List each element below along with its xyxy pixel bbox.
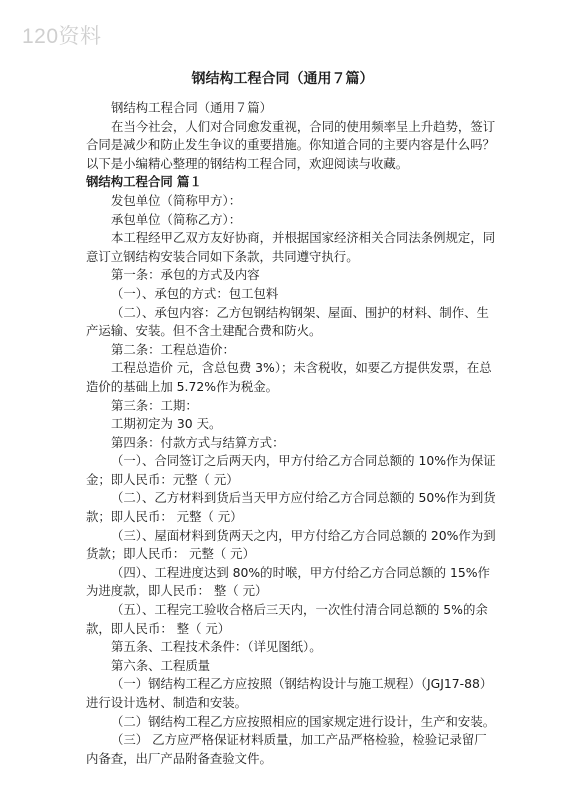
paragraph: （二）、承包内容：乙方包钢结构钢架、屋面、围护的材料、制作、生产运输、安装。但不含土建配合费和防火。 — [86, 304, 489, 339]
paragraph: （三）、屋面材料到货两天之内，甲方付给乙方合同总额的 20%作为到货款；即人民币： 元整（ 元） — [86, 527, 496, 562]
paragraph: 第一条：承包的方式及内容 — [111, 267, 260, 283]
paragraph: 第四条：付款方式与结算方式： — [111, 434, 285, 450]
paragraph: 第六条、工程质量 — [111, 657, 211, 673]
watermark-logo: 120资料 — [22, 25, 102, 48]
section-heading: 钢结构工程合同 篇１ — [86, 174, 202, 190]
paragraph: （二）钢结构工程乙方应按照相应的国家规定进行设计，生产和安装。 — [111, 713, 496, 729]
paragraph: （四）、工程进度达到 80%的时喉，甲方付给乙方合同总额的 15%作为进度款，即人民币： 整（ 元） — [86, 564, 490, 599]
paragraph: （五）、工程完工验收合格后三天内，一次性付清合同总额的 5%的余款，即人民币： 整（ 元） — [86, 602, 488, 636]
paragraph: 工期初定为 30 天。 — [111, 416, 222, 432]
paragraph: 第二条：工程总造价： — [111, 341, 235, 357]
paragraph: 钢结构工程合同（通用７篇） — [111, 100, 273, 115]
paragraph: 在当今社会，人们对合同愈发重视，合同的使用频率呈上升趋势，签订合同是减少和防止发生争议的重要措施。你知道合同的主要内容是什么吗？以下是小编精心整理的钢结构工程合同，欢迎阅读与收藏。 — [86, 118, 496, 171]
paragraph: 发包单位（简称甲方）： — [111, 192, 242, 208]
paragraph: 第三条：工期： — [111, 397, 198, 413]
paragraph: （一）、合同签订之后两天内，甲方付给乙方合同总额的 10%作为保证金；即人民币：元整（ 元） — [86, 453, 496, 487]
paragraph: （二）、乙方材料到货后当天甲方应付给乙方合同总额的 50%作为到货款；即人民币： 元整（ 元） — [86, 490, 496, 525]
paragraph: （一）钢结构工程乙方应按照（钢结构设计与施工规程）（JGJ17-88）进行设计选材、制造和安装。 — [86, 676, 493, 710]
document-body — [86, 99, 496, 768]
paragraph: 工程总造价 元，含总包费 3%）；未含税收，如要乙方提供发票，在总造价的基础上加 5.72%作为税金。 — [86, 360, 492, 394]
paragraph: （一）、承包的方式：包工包料 — [111, 285, 279, 301]
paragraph: 本工程经甲乙双方友好协商，并根据国家经济相关合同法条例规定，同意订立钢结构安装合同如下条款，共同遵守执行。 — [86, 230, 496, 264]
paragraph: （三） 乙方应严格保证材料质量，加工产品严格检验，检验记录留厂内备查，出厂产品附备查验文件。 — [86, 732, 487, 766]
paragraph: 第五条、工程技术条件：（详见图纸）。 — [111, 639, 322, 655]
paragraph: 承包单位（简称乙方）： — [111, 211, 242, 227]
document-title: 钢结构工程合同（通用７篇） — [191, 71, 374, 87]
